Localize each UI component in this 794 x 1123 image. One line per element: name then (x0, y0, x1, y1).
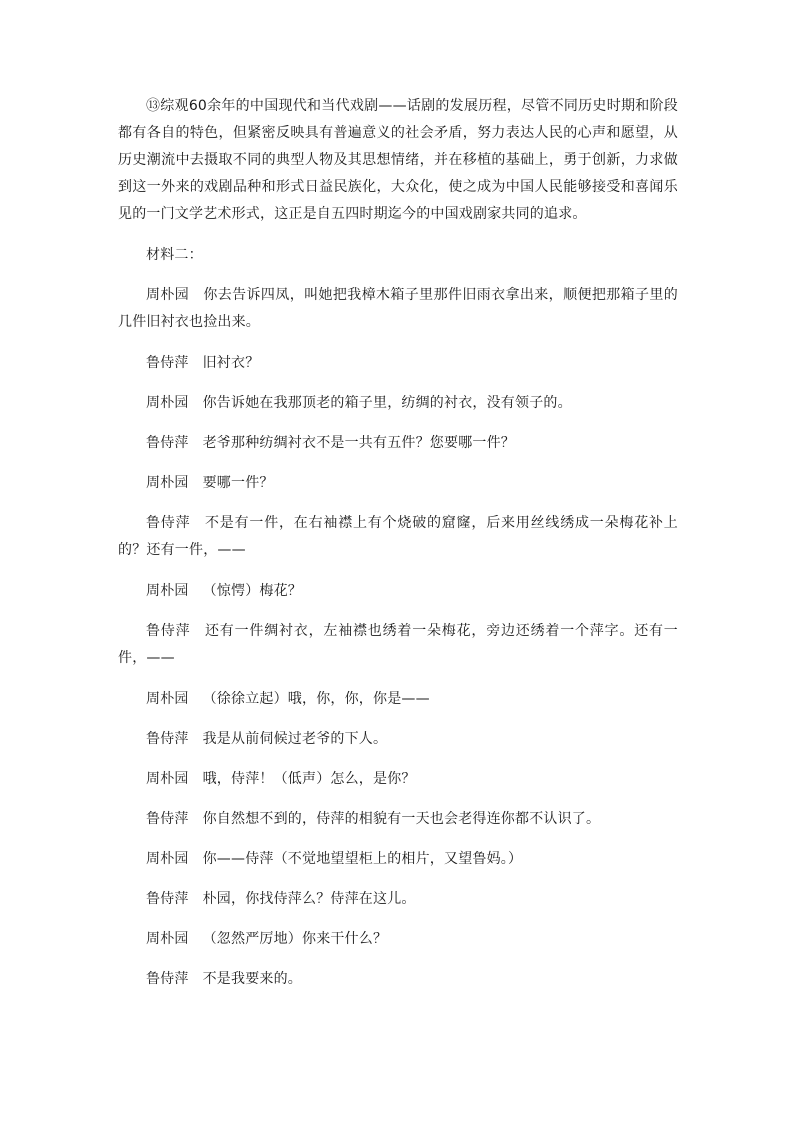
dialogue-text: （徐徐立起）哦，你，你，你是—— (202, 691, 430, 707)
dialogue-line (118, 966, 678, 993)
dialogue-line (118, 430, 678, 457)
speaker-name: 鲁侍萍 (146, 891, 189, 907)
speaker-name: 鲁侍萍 (146, 971, 189, 987)
heading-text: 材料二： (146, 247, 203, 263)
dialogue-line (118, 766, 678, 793)
speaker-name: 鲁侍萍 (146, 355, 189, 371)
dialogue-text: （忽然严厉地）你来干什么？ (202, 931, 388, 947)
dialogue-text: 我是从前伺候过老爷的下人。 (202, 731, 388, 747)
dialogue-text: 老爷那种纺绸衬衣不是一共有五件？您要哪一件？ (202, 435, 516, 451)
dialogue-text: （惊愕）梅花？ (202, 583, 303, 599)
dialogue-text: 不是有一件，在右袖襟上有个烧破的窟窿，后来用丝线绣成一朵梅花补上的？还有一件，—— (118, 515, 678, 558)
dialogue-line (118, 510, 678, 564)
speaker-name: 周朴园 (146, 583, 189, 599)
paragraph-13 (118, 93, 678, 228)
dialogue-line (118, 390, 678, 417)
dialogue-line (118, 726, 678, 753)
speaker-name: 鲁侍萍 (146, 731, 189, 747)
dialogue-text: 旧衬衣？ (202, 355, 260, 371)
speaker-name: 鲁侍萍 (146, 623, 191, 639)
dialogue-line (118, 470, 678, 497)
dialogue-text: 还有一件绸衬衣，左袖襟也绣着一朵梅花，旁边还绣着一个萍字。还有一件，—— (118, 623, 678, 666)
dialogue-text: 你自然想不到的，侍萍的相貌有一天也会老得连你都不认识了。 (202, 811, 601, 827)
speaker-name: 周朴园 (146, 475, 189, 491)
document-page (118, 93, 678, 1006)
dialogue-text: 你告诉她在我那顶老的箱子里，纺绸的衬衣，没有领子的。 (202, 395, 572, 411)
speaker-name: 周朴园 (146, 771, 189, 787)
dialogue-line (118, 686, 678, 713)
dialogue-text: 要哪一件？ (202, 475, 274, 491)
dialogue-line (118, 886, 678, 913)
paragraph-text: ⑬综观60余年的中国现代和当代戏剧——话剧的发展历程，尽管不同历史时期和阶段都有各自的特色，但紧密反映具有普遍意义的社会矛盾，努力表达人民的心声和愿望，从历史潮流中去摄取不同的典型人物及其思想情绪，并在移植的基础上，勇于创新，力求做到这一外来的戏剧品种和形式日益民族化，大众化，使之成为中国人民能够接受和喜闻乐见的一门文学艺术形式，这正是自五四时期迄今的中国戏剧家共同的追求。 (118, 98, 678, 222)
dialogue-text: 不是我要来的。 (202, 971, 303, 987)
speaker-name: 周朴园 (146, 287, 190, 303)
speaker-name: 周朴园 (146, 931, 189, 947)
dialogue-text: 哦，侍萍！（低声）怎么，是你？ (202, 771, 416, 787)
speaker-name: 周朴园 (146, 691, 189, 707)
dialogue-line (118, 282, 678, 336)
speaker-name: 周朴园 (146, 395, 189, 411)
dialogue-text: 你去告诉四凤，叫她把我樟木箱子里那件旧雨衣拿出来，顺便把那箱子里的几件旧衬衣也捡出来。 (118, 287, 678, 330)
dialogue-line (118, 350, 678, 377)
dialogue-line (118, 926, 678, 953)
material-two-heading (118, 242, 678, 269)
dialogue-line (118, 578, 678, 605)
dialogue-text: 你——侍萍（不觉地望望柜上的相片，又望鲁妈。） (202, 851, 523, 867)
speaker-name: 鲁侍萍 (146, 435, 189, 451)
dialogue-line (118, 806, 678, 833)
speaker-name: 鲁侍萍 (146, 811, 189, 827)
dialogue-line (118, 618, 678, 672)
dialogue-line (118, 846, 678, 873)
speaker-name: 鲁侍萍 (146, 515, 191, 531)
speaker-name: 周朴园 (146, 851, 189, 867)
dialogue-text: 朴园，你找侍萍么？侍萍在这儿。 (202, 891, 416, 907)
